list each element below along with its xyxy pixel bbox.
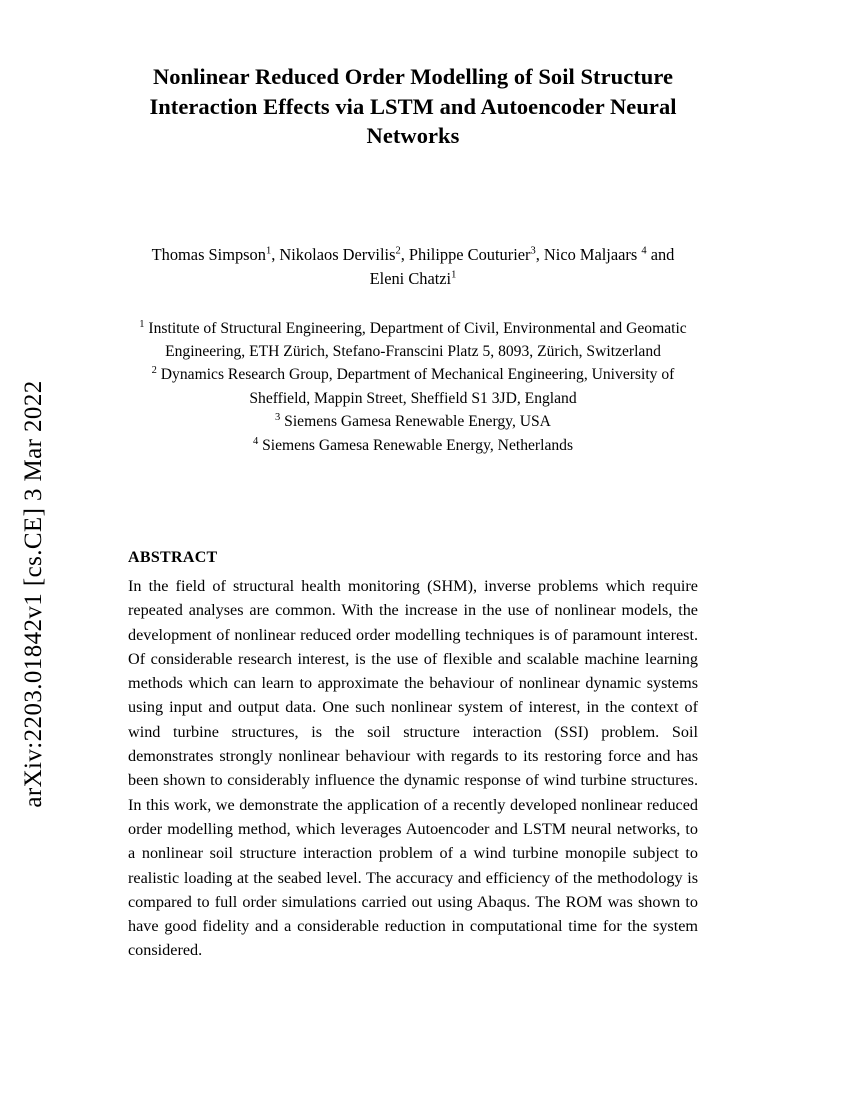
affiliation-text: Dynamics Research Group, Department of Mechanical Engineering, University of Sheffield, Mappin Street, Sheffield S1 3JD, England (156, 366, 675, 407)
affiliation-marker-icon: 2 (151, 365, 157, 377)
author-affiliation-marker-5: 1 (451, 269, 457, 281)
author-name-2: , Nikolaos Dervilis (271, 245, 396, 265)
author-affiliation-marker-2: 2 (395, 245, 401, 257)
affiliation-item (128, 317, 698, 364)
affiliation-text: Institute of Structural Engineering, Department of Civil, Environmental and Geomatic Engineering, ETH Zürich, Stefano-Franscini Platz 5, 8093, Zürich, Switzerland (144, 319, 687, 361)
affiliation-marker-icon: 3 (275, 412, 281, 423)
affiliation-item (128, 363, 698, 410)
affiliation-marker-icon: 4 (252, 435, 259, 447)
affiliation-item (128, 434, 698, 457)
author-name-1: Thomas Simpson (151, 245, 266, 265)
author-list (128, 243, 698, 291)
author-name-3: , Philippe Couturier (400, 245, 531, 265)
author-affiliation-marker-3: 3 (530, 245, 536, 257)
author-conjunction: and (646, 245, 675, 265)
abstract-heading: ABSTRACT (128, 548, 218, 566)
affiliation-item (128, 410, 698, 433)
author-affiliation-marker-1: 1 (265, 245, 272, 257)
author-name-4: , Nico Maljaars (535, 245, 642, 265)
paper-content (128, 0, 698, 963)
author-name-5: Eleni Chatzi (369, 268, 452, 288)
author-affiliation-marker-4: 4 (641, 245, 647, 257)
affiliation-text: Siemens Gamesa Renewable Energy, USA (280, 413, 551, 431)
paper-title: Nonlinear Reduced Order Modelling of Soil Structure Interaction Effects via LSTM and Autoencoder Neural Networks (149, 64, 677, 149)
affiliation-text: Siemens Gamesa Renewable Energy, Netherlands (258, 436, 574, 454)
affiliation-list (128, 317, 698, 457)
abstract-text: In the field of structural health monitoring (SHM), inverse problems which require repeated analyses are common. With the increase in the use of nonlinear models, the development of nonlinear reduced order modelling techniques is of paramount interest. Of considerable research interest, is the use of flexible and scalable machine learning methods which can learn to approximate the behaviour of nonlinear dynamic systems using input and output data. One such nonlinear system of interest, in the context of wind turbine structures, is the soil structure interaction (SSI) problem. Soil demonstrates strongly nonlinear behaviour with regards to its restoring force and has been shown to considerably influence the dynamic response of wind turbine structures. In this work, we demonstrate the application of a recently developed nonlinear reduced order modelling method, which leverages Autoencoder and LSTM neural networks, to a nonlinear soil structure interaction problem of a wind turbine monopile subject to realistic loading at the seabed level. The accuracy and efficiency of the methodology is compared to full order simulations carried out using Abaqus. The ROM was shown to have good fidelity and a considerable reduction in computational time for the system considered. (128, 576, 698, 960)
affiliation-marker-icon: 1 (139, 318, 145, 330)
arxiv-identifier-stamp: arXiv:2203.01842v1 [cs.CE] 3 Mar 2022 (20, 380, 47, 808)
